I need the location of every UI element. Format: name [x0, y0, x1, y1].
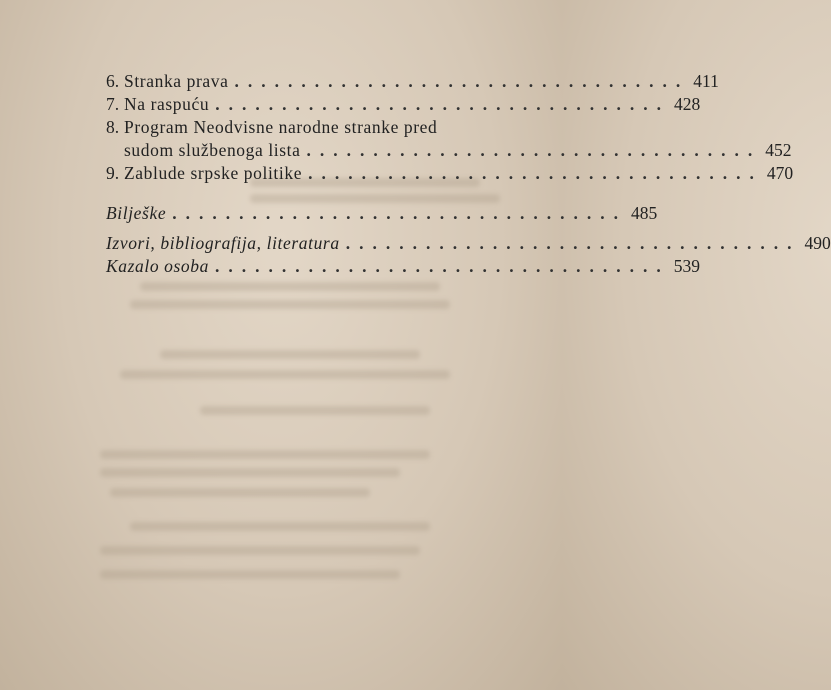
- entry-page: 428: [673, 94, 701, 114]
- entry-page: 411: [693, 71, 719, 91]
- entry-number: 8.: [106, 117, 120, 137]
- dot-leader: ..................................: [172, 203, 627, 223]
- entry-page: 452: [765, 140, 792, 160]
- dot-leader: ..................................: [306, 140, 762, 160]
- entry-title: Kazalo osoba: [106, 256, 209, 276]
- toc-entry-8-continuation: [106, 139, 792, 161]
- entry-page: 485: [630, 203, 658, 223]
- entry-title: Izvori, bibliografija, literatura: [106, 233, 340, 253]
- dot-leader: ..................................: [308, 163, 763, 183]
- entry-title: Zablude srpske politike: [124, 163, 303, 183]
- toc-entry-9: [106, 162, 794, 184]
- entry-number: 7.: [106, 94, 120, 114]
- toc-entry-izvori: [106, 232, 831, 254]
- entry-title: Na raspuću: [124, 94, 210, 114]
- entry-title: Program Neodvisne narodne stranke pred: [124, 117, 438, 137]
- dot-leader: ..................................: [234, 71, 690, 91]
- entry-page: 539: [673, 256, 700, 276]
- entry-page: 470: [766, 163, 794, 183]
- entry-number: 9.: [106, 163, 120, 183]
- entry-number: 6.: [106, 71, 120, 91]
- entry-title-continuation: sudom službenoga lista: [124, 140, 301, 160]
- toc-entry-kazalo: [106, 255, 700, 277]
- dot-leader: ..................................: [345, 233, 801, 253]
- dot-leader: ..................................: [214, 256, 670, 276]
- toc-entry-6: [106, 70, 719, 92]
- toc-entry-8: [106, 116, 526, 138]
- entry-page: 490: [804, 233, 831, 253]
- toc-entry-biljeske: [106, 202, 658, 224]
- entry-title: Bilješke: [106, 203, 167, 223]
- entry-title: Stranka prava: [124, 71, 229, 91]
- dot-leader: ..................................: [215, 94, 670, 114]
- toc-entry-7: [106, 93, 701, 115]
